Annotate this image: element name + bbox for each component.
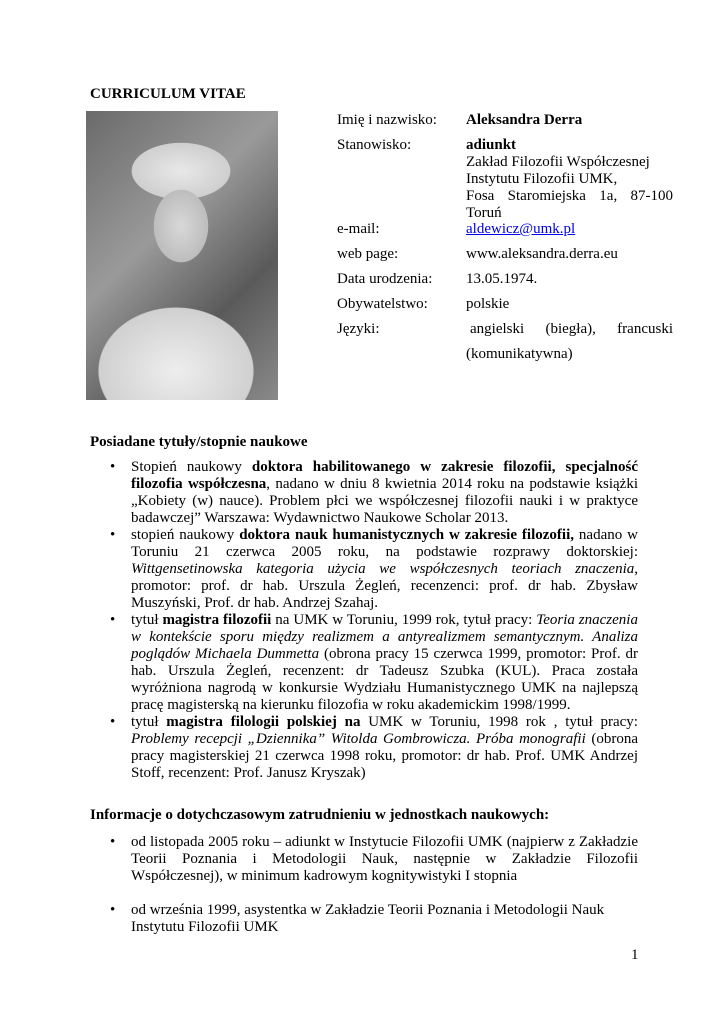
citizenship-value: polskie: [466, 296, 510, 312]
list-item: • tytuł magistra filologii polskiej na UMK w Toruniu, 1998 rok , tytuł pracy: Problemy recepcji „Dziennika” Witolda Gombrowicza. Próba monografii (obrona pracy magisterskiej 21 czerwca 1998 roku, promotor: dr hab. Prof. UMK Andrzej Stoff, recenzent: Prof. Janusz Kryszak): [131, 714, 638, 782]
name-value: Aleksandra Derra: [466, 112, 583, 128]
label: Stanowisko:: [337, 137, 412, 153]
label: Data urodzenia:: [337, 271, 433, 287]
list-item: • stopień naukowy doktora nauk humanistycznych w zakresie filozofii, nadano w Toruniu 21 czerwca 2005 roku, na podstawie rozprawy doktorskiej: Wittgensetinowska kategoria użycia we współczesnych teoriach znaczenia, promotor: prof. dr hab. Urszula Żegleń, recenzenci: prof. dr hab. Zbysław Muszyński, Prof. dr hab. Andrzej Szahaj.: [131, 527, 638, 612]
label: Imię i nazwisko:: [337, 112, 437, 128]
list-item: • od września 1999, asystentka w Zakładzie Teorii Poznania i Metodologii Nauk Instytutu Filozofii UMK: [131, 902, 638, 936]
list-item: • od listopada 2005 roku – adiunkt w Instytucie Filozofii UMK (najpierw z Zakładzie Teorii Poznania i Metodologii Nauk, następnie w Zakładzie Filozofii Współczesnej), w minimum kadrowym kognitywistyki I stopnia: [131, 834, 638, 885]
address: Fosa Staromiejska 1a, 87-100: [466, 188, 673, 204]
degrees-list: [131, 459, 638, 782]
email-link[interactable]: aldewicz@umk.pl: [466, 221, 576, 237]
label: Języki:: [337, 321, 380, 337]
web-value: www.aleksandra.derra.eu: [466, 246, 618, 262]
portrait-photo: [86, 111, 278, 400]
document-title: CURRICULUM VITAE: [90, 86, 246, 102]
dob-value: 13.05.1974.: [466, 271, 538, 287]
employment-heading: Informacje o dotychczasowym zatrudnieniu w jednostkach naukowych:: [90, 807, 550, 823]
label: web page:: [337, 246, 399, 262]
list-item: • Stopień naukowy doktora habilitowanego w zakresie filozofii, specjalność filozofia współczesna, nadano w dniu 8 kwietnia 2014 roku na podstawie książki „Kobiety (w) nauce). Problem płci we współczesnej filozofii nauki i w praktyce badawczej” Warszawa: Wydawnictwo Naukowe Scholar 2013.: [131, 459, 638, 527]
page-number: 1: [631, 947, 639, 963]
affiliation: Zakład Filozofii Współczesnej: [466, 154, 650, 170]
list-item: • tytuł magistra filozofii na UMK w Toruniu, 1999 rok, tytuł pracy: Teoria znaczenia w kontekście sporu między realizmem a antyrealizmem semantycznym. Analiza poglądów Michaela Dummetta (obrona pracy 15 czerwca 1999, promotor: Prof. dr hab. Urszula Żegleń, recenzent: dr Tadeusz Szubka (KUL). Praca została wyróżniona nagrodą w konkursie Wydziału Humanistycznego UMK na najlepszą pracę magisterską na kierunku filozofia w roku akademickim 1998/1999.: [131, 612, 638, 714]
degrees-heading: Posiadane tytuły/stopnie naukowe: [90, 434, 308, 450]
position-value: adiunkt: [466, 137, 517, 153]
address-city: Toruń: [466, 205, 502, 221]
employment-list: [131, 834, 638, 936]
languages-value: angielski (biegła), francuski: [470, 321, 673, 337]
affiliation: Instytutu Filozofii UMK,: [466, 171, 618, 187]
languages-value: (komunikatywna): [466, 346, 573, 362]
label: Obywatelstwo:: [337, 296, 428, 312]
label: e-mail:: [337, 221, 380, 237]
